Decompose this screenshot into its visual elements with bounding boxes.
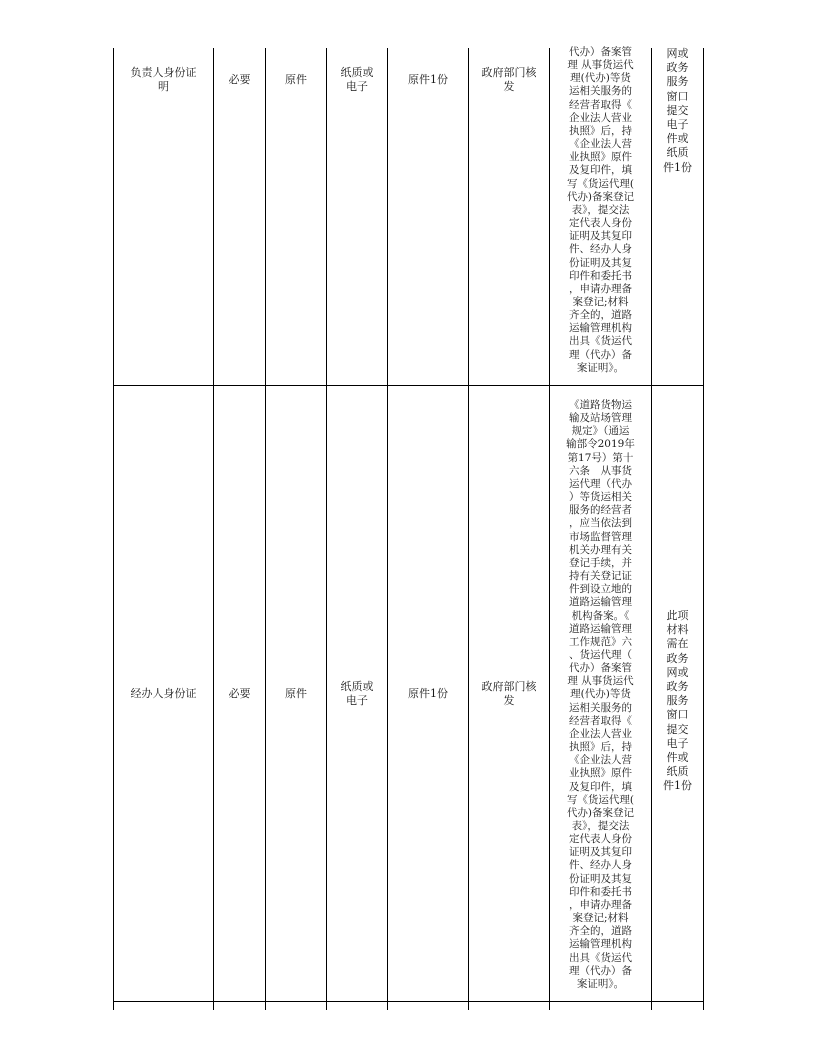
required-cell: 必要 (228, 686, 251, 700)
source-cell: 政府部门核发 (481, 66, 537, 93)
material-form-cell: 纸质或电子 (340, 679, 374, 707)
legal-basis-cell: 《道路货物运 输及站场管理 规定》（通运 输部令2019年 第17号）第十 六条 从事货 运代理（代办 ）等货运相关 服务的经营者 ，应当依法到 市场监督管理 机关办理有关 登记手续，并 持有关登记证 件到设立地的 道路运输管理 机构备案。《 道路运输管理 工作规范》六 、货运代理（ 代办）备案管 理 从事货运代 理(代办)等货 运相关服务的 经营者取得《 企业法人营业 执照》后，持 《企业法人营 业执照》原件 及复印件，填 写《货运代理( 代办)备案登记 表》，提交法 定代表人身份 证明及其复印 件、经办人身 份证明及其复 印件和委托书 ，申请办理备 案登记;材料 齐全的，道路 运输管理机构 出具《货运代 理（代办）备 案证明》。 (566, 399, 635, 990)
material-type-cell: 原件 (285, 686, 307, 700)
quantity-cell: 原件1份 (408, 686, 448, 700)
row-divider (113, 1001, 704, 1002)
material-form-cell: 纸质或电子 (340, 66, 374, 93)
table-divider (651, 48, 652, 1010)
legal-basis-cell: 代办）备案管 理 从事货运代 理(代办)等货 运相关服务的 经营者取得《 企业法人营业 执照》后，持 《企业法人营 业执照》原件 及复印件，填 写《货运代理( 代办)备案登记 表》，提交法 定代表人身份 证明及其复印 件、经办人身 份证明及其复 印件和委托书 ，申请办理备 案登记;材料 齐全的，道路 运输管理机构 出具《货运代 理（代办）备 案证明》。 (566, 46, 635, 374)
quantity-cell: 原件1份 (408, 73, 448, 86)
material-type-cell: 原件 (285, 73, 307, 86)
note-cell: 网或 政务 服务 窗口 提交 电子 件或 纸质 件1份 (663, 47, 692, 174)
table-divider (549, 48, 550, 1010)
source-cell: 政府部门核发 (481, 679, 537, 707)
note-cell: 此项 材料 需在 政务 网或 政务 服务 窗口 提交 电子 件或 纸质 件1份 (663, 609, 692, 793)
required-cell: 必要 (228, 73, 251, 86)
table-border-right (703, 48, 704, 1010)
material-name-cell: 负责人身份证明 (130, 66, 197, 93)
material-name-cell: 经办人身份证 (130, 686, 197, 700)
